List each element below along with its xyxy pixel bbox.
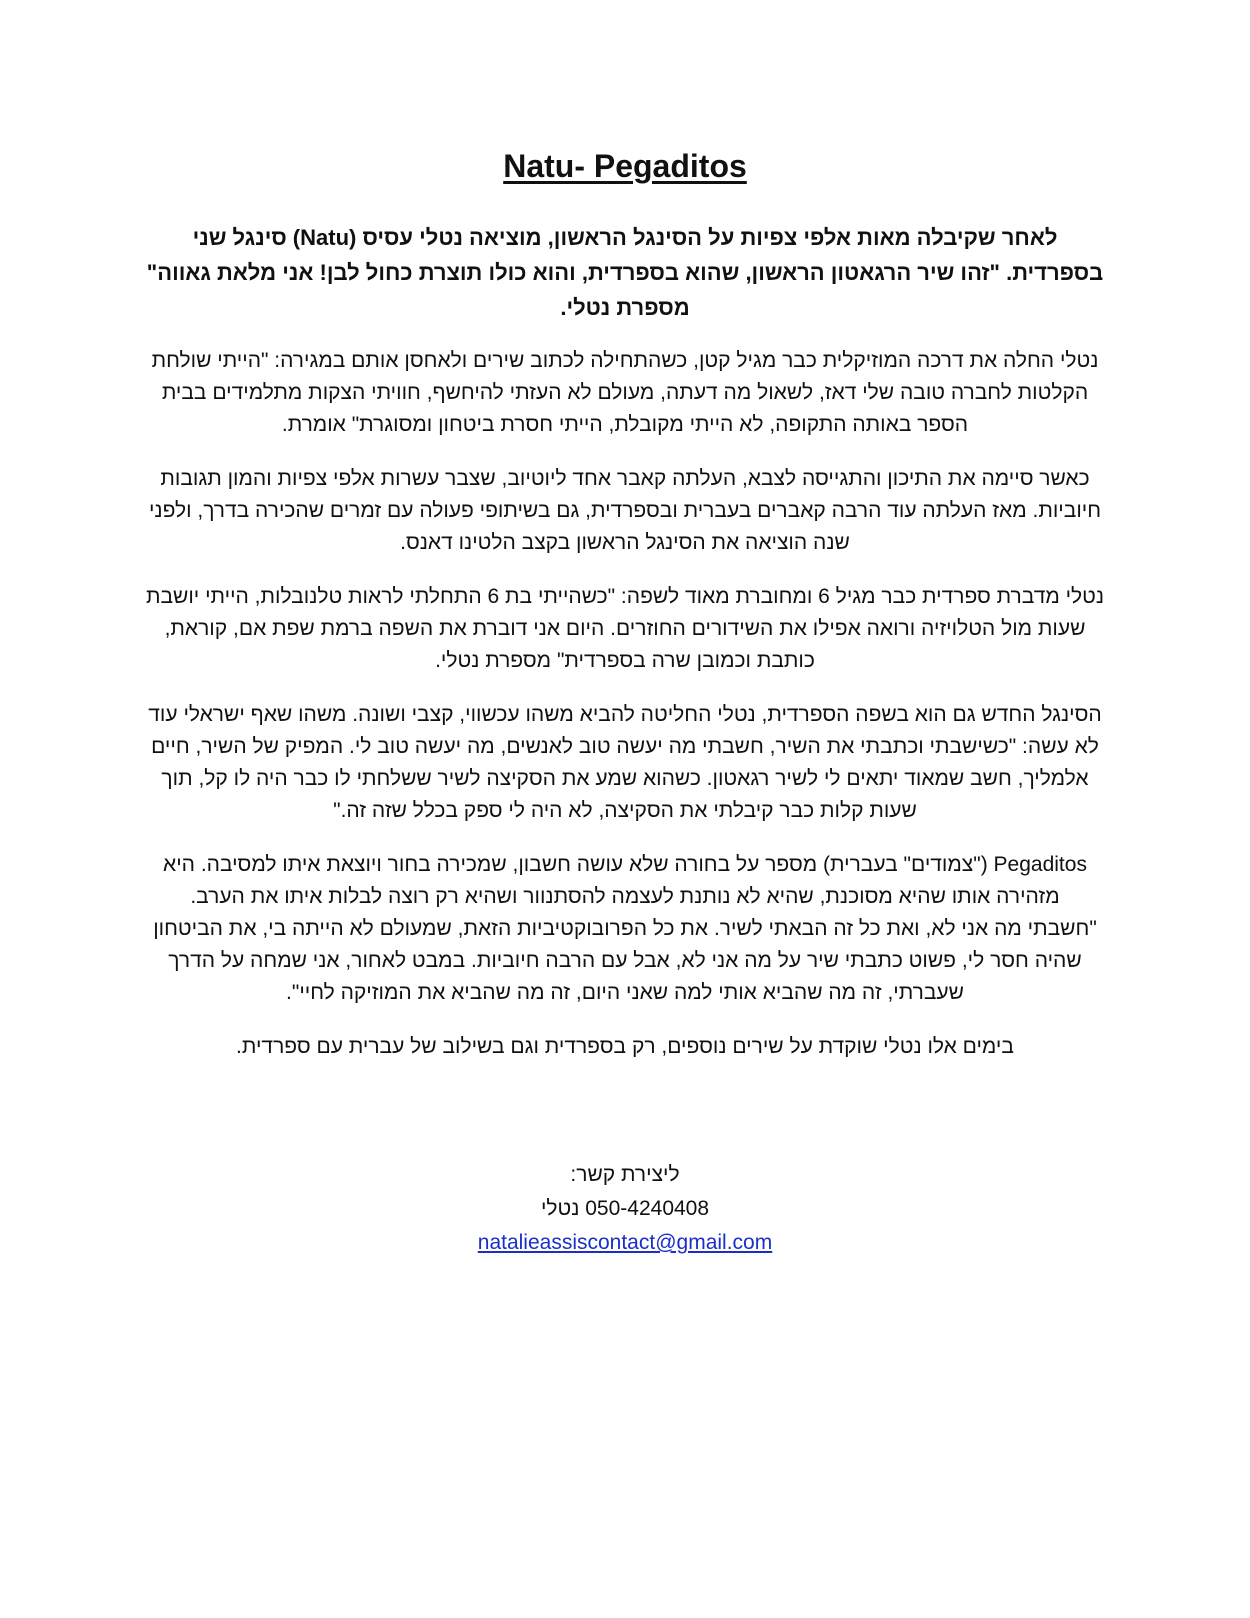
contact-email-link[interactable]: natalieassiscontact@gmail.com — [477, 1231, 773, 1254]
paragraph-new-single: הסינגל החדש גם הוא בשפה הספרדית, נטלי החליטה להביא משהו עכשווי, קצבי ושונה. משהו שאף ישראלי עוד לא עשה: "כשישבתי וכתבתי את השיר, חשבתי מה יעשה טוב לאנשים, מה יעשה טוב לי. המפיק של השיר, חיים אלמליך, חשב שמאוד יתאים לי לשיר רגאטון. כשהוא שמע את הסקיצה לשיר ששלחתי לו כבר היה לו קל, תוך שעות קלות כבר קיבלתי את הסקיצה, לא היה לי ספק בכלל שזה זה." — [148, 703, 1102, 822]
contact-block — [0, 1158, 1250, 1260]
paragraph-closing: בימים אלו נטלי שוקדת על שירים נוספים, רק בספרדית וגם בשילוב של עברית עם ספרדית. — [236, 1035, 1014, 1058]
lead-paragraph: לאחר שקיבלה מאות אלפי צפיות על הסינגל הראשון, מוציאה נטלי עסיס (Natu) סינגל שני בספרדית. "זהו שיר הרגאטון הראשון, שהוא בספרדית, והוא כולו תוצרת כחול לבן! אני מלאת גאווה" מספרת נטלי. — [146, 225, 1104, 320]
paragraph-song-story: Pegaditos ("צמודים" בעברית) מספר על בחורה שלא עושה חשבון, שמכירה בחור ויוצאת איתו למסיבה. היא מזהירה אותו שהיא מסוכנת, שהיא לא נותנת לעצמה להסתנוור ושהיא רק רוצה לבלות איתו את הערב. — [163, 853, 1087, 908]
contact-phone: 050-4240408 נטלי — [540, 1197, 710, 1220]
paragraph-early-career: נטלי החלה את דרכה המוזיקלית כבר מגיל קטן, כשהתחילה לכתוב שירים ולאחסן אותם במגירה: "הייתי שולחת הקלטות לחברה טובה שלי דאז, לשאול מה דעתה, מעולם לא העזתי להיחשף, חוויתי הצקות מתלמידים בבית הספר באותה התקופה, לא הייתי מקובלת, הייתי חסרת ביטחון ומסוגרת" אומרת. — [151, 349, 1099, 436]
paragraph-spanish-language: נטלי מדברת ספרדית כבר מגיל 6 ומחוברת מאוד לשפה: "כשהייתי בת 6 התחלתי לראות טלנובלות, הייתי יושבת שעות מול הטלויזיה ורואה אפילו את השידורים החוזרים. היום אני דוברת את השפה ברמת שפת אם, קוראת, כותבת וכמובן שרה בספרדית" מספרת נטלי. — [145, 585, 1105, 672]
article-body — [145, 220, 1105, 1085]
document-title: Natu- Pegaditos — [503, 148, 747, 184]
paragraph-army-youtube: כאשר סיימה את התיכון והתגייסה לצבא, העלתה קאבר אחד ליוטיוב, שצבר עשרות אלפי צפיות והמון תגובות חיוביות. מאז העלתה עוד הרבה קאברים בעברית ובספרדית, גם בשיתופי פעולה עם זמרים שהכירה בדרך, ולפני שנה הוציאה את הסינגל הראשון בקצב הלטינו דאנס. — [148, 467, 1102, 554]
contact-heading: ליצירת קשר: — [570, 1163, 680, 1186]
paragraph-quote-reflection: "חשבתי מה אני לא, ואת כל זה הבאתי לשיר. את כל הפרובוקטיביות הזאת, שמעולם לא הייתה בי, את הביטחון שהיה חסר לי, פשוט כתבתי שיר על מה אני לא, אבל עם הרבה חיוביות. במבט לאחור, אני שמחה על הדרך שעברתי, זה מה שהביא אותי למה שאני היום, זה מה שהביא את המוזיקה לחיי". — [153, 917, 1097, 1004]
